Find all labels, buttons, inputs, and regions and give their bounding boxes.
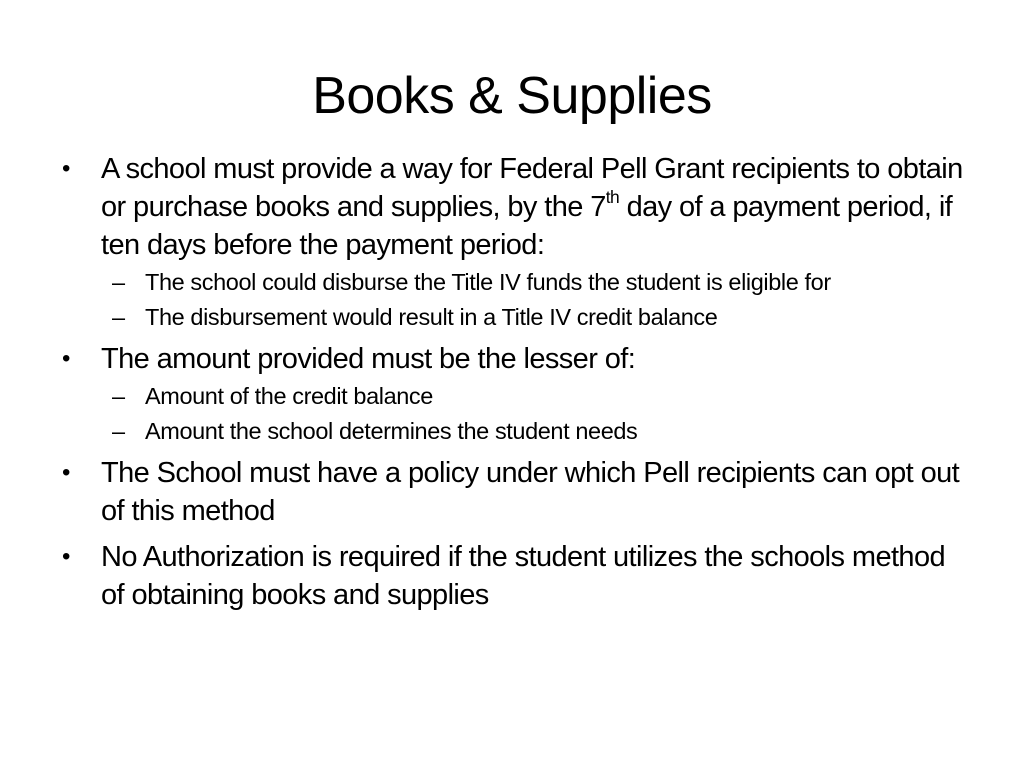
bullet-item bbox=[60, 340, 970, 378]
bullet-group-4 bbox=[60, 538, 970, 614]
bullet-group-2 bbox=[60, 340, 970, 446]
sub-bullet-text: The school could disburse the Title IV funds the student is eligible for bbox=[145, 269, 831, 295]
bullet-group-3 bbox=[60, 454, 970, 530]
sub-bullet-text: The disbursement would result in a Title IV credit balance bbox=[145, 304, 718, 330]
bullet-icon: • bbox=[62, 345, 70, 372]
sub-bullet-item bbox=[60, 303, 970, 332]
bullet-text: No Authorization is required if the student utilizes the schools method of obtaining books and supplies bbox=[101, 541, 946, 611]
sub-bullet-item bbox=[60, 382, 970, 411]
sub-bullet-item bbox=[60, 417, 970, 446]
slide-title: Books & Supplies bbox=[312, 67, 712, 125]
bullet-item bbox=[60, 150, 970, 264]
bullet-text: The amount provided must be the lesser of: bbox=[101, 343, 636, 375]
slide-body bbox=[60, 150, 970, 622]
bullet-item bbox=[60, 538, 970, 614]
dash-icon: – bbox=[112, 418, 125, 444]
ordinal-superscript: th bbox=[605, 186, 620, 207]
bullet-text-part: day of a payment period, if ten days before the payment period: bbox=[101, 191, 953, 261]
bullet-item bbox=[60, 454, 970, 530]
bullet-group-1 bbox=[60, 150, 970, 332]
bullet-icon: • bbox=[62, 543, 70, 570]
sub-bullet-text: Amount of the credit balance bbox=[145, 383, 433, 409]
bullet-icon: • bbox=[62, 459, 70, 486]
sub-bullet-text: Amount the school determines the student needs bbox=[145, 418, 638, 444]
dash-icon: – bbox=[112, 383, 125, 409]
bullet-icon: • bbox=[62, 155, 70, 182]
sub-bullet-item bbox=[60, 268, 970, 297]
dash-icon: – bbox=[112, 304, 125, 330]
bullet-text-part: A school must provide a way for Federal Pell Grant recipients to obtain or purchase books and supplies, by the 7 bbox=[101, 153, 963, 223]
bullet-text: The School must have a policy under which Pell recipients can opt out of this method bbox=[101, 457, 960, 527]
dash-icon: – bbox=[112, 269, 125, 295]
